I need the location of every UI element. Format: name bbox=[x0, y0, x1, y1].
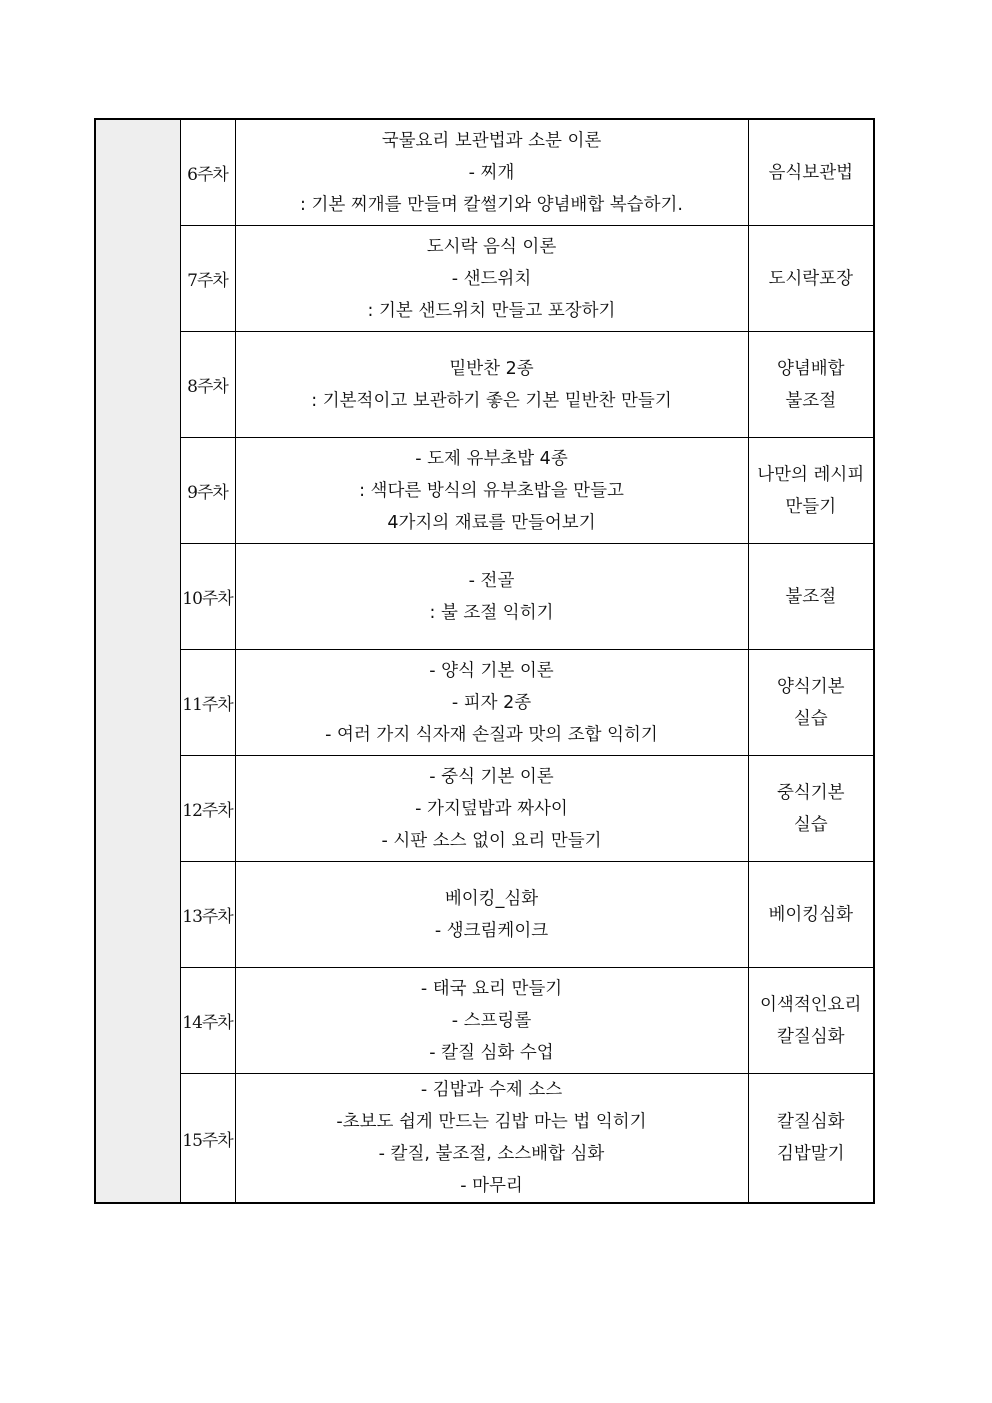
content-line: - 생크림케이크 bbox=[434, 920, 549, 941]
content-cell bbox=[235, 1074, 748, 1204]
week-label: 7주차 bbox=[187, 271, 228, 291]
topic-line: 만들기 bbox=[785, 496, 837, 517]
content-line: - 태국 요리 만들기 bbox=[420, 978, 563, 999]
table-row bbox=[95, 650, 874, 756]
content-cell bbox=[235, 862, 748, 968]
content-line: - 피자 2종 bbox=[451, 692, 532, 713]
topic-cell bbox=[748, 1074, 874, 1204]
topic-cell bbox=[748, 332, 874, 438]
topic-line: 불조절 bbox=[785, 586, 837, 607]
week-label: 9주차 bbox=[187, 483, 228, 503]
content-cell bbox=[235, 968, 748, 1074]
content-line: - 김밥과 수제 소스 bbox=[420, 1080, 563, 1100]
topic-line: 음식보관법 bbox=[768, 162, 854, 183]
table-row bbox=[95, 332, 874, 438]
content-line: - 마무리 bbox=[460, 1176, 523, 1196]
topic-cell bbox=[748, 968, 874, 1074]
content-cell bbox=[235, 438, 748, 544]
content-line: - 스프링롤 bbox=[451, 1010, 532, 1031]
topic-line: 실습 bbox=[793, 708, 828, 729]
topic-cell bbox=[748, 438, 874, 544]
content-line: : 기본 샌드위치 만들고 포장하기 bbox=[367, 300, 616, 321]
content-line: - 샌드위치 bbox=[451, 268, 532, 289]
topic-line: 실습 bbox=[793, 814, 828, 835]
table-row bbox=[95, 968, 874, 1074]
content-line: 도시락 음식 이론 bbox=[426, 236, 557, 257]
week-label: 8주차 bbox=[187, 377, 228, 397]
content-line: - 시판 소스 없이 요리 만들기 bbox=[381, 830, 602, 851]
week-label: 10주차 bbox=[182, 589, 233, 609]
topic-line: 김밥말기 bbox=[776, 1144, 845, 1164]
content-line: - 가지덮밥과 짜사이 bbox=[415, 798, 568, 819]
content-cell bbox=[235, 226, 748, 332]
topic-line: 양식기본 bbox=[776, 676, 845, 697]
topic-line: 도시락포장 bbox=[768, 268, 854, 289]
content-line: : 기본 찌개를 만들며 칼썰기와 양념배합 복습하기. bbox=[300, 194, 683, 215]
section-side-cell bbox=[95, 119, 180, 1203]
week-cell bbox=[180, 226, 235, 332]
content-cell bbox=[235, 756, 748, 862]
content-line: -초보도 쉽게 만드는 김밥 마는 법 익히기 bbox=[336, 1112, 647, 1132]
topic-line: 이색적인요리 bbox=[760, 994, 862, 1015]
content-line: - 도제 유부초밥 4종 bbox=[415, 448, 568, 469]
table-row bbox=[95, 119, 874, 226]
week-cell bbox=[180, 544, 235, 650]
content-cell bbox=[235, 650, 748, 756]
content-line: - 중식 기본 이론 bbox=[429, 766, 554, 787]
topic-cell bbox=[748, 650, 874, 756]
topic-line: 베이킹심화 bbox=[768, 904, 854, 925]
table-row bbox=[95, 756, 874, 862]
topic-line: 나만의 레시피 bbox=[757, 464, 865, 485]
content-line: - 칼질, 불조절, 소스배합 심화 bbox=[378, 1144, 605, 1164]
week-label: 6주차 bbox=[187, 165, 228, 185]
topic-cell bbox=[748, 544, 874, 650]
topic-cell bbox=[748, 862, 874, 968]
content-cell bbox=[235, 119, 748, 226]
week-cell bbox=[180, 438, 235, 544]
week-cell bbox=[180, 756, 235, 862]
table-row bbox=[95, 1074, 874, 1204]
week-label: 11주차 bbox=[182, 695, 233, 715]
content-line: - 칼질 심화 수업 bbox=[429, 1042, 554, 1063]
content-line: - 양식 기본 이론 bbox=[429, 660, 554, 681]
content-line: - 전골 bbox=[468, 570, 515, 591]
curriculum-table bbox=[94, 118, 875, 1204]
topic-line: 양념배합 bbox=[776, 358, 845, 379]
content-line: 국물요리 보관법과 소분 이론 bbox=[381, 130, 602, 151]
week-cell bbox=[180, 968, 235, 1074]
week-label: 14주차 bbox=[182, 1013, 233, 1033]
content-line: 밑반찬 2종 bbox=[449, 358, 534, 379]
table-row bbox=[95, 862, 874, 968]
content-line: : 색다른 방식의 유부초밥을 만들고 bbox=[359, 480, 624, 501]
topic-cell bbox=[748, 119, 874, 226]
week-label: 15주차 bbox=[182, 1130, 233, 1151]
content-line: : 기본적이고 보관하기 좋은 기본 밑반찬 만들기 bbox=[311, 390, 672, 411]
topic-cell bbox=[748, 226, 874, 332]
topic-cell bbox=[748, 756, 874, 862]
topic-line: 칼질심화 bbox=[776, 1112, 845, 1132]
content-cell bbox=[235, 544, 748, 650]
week-label: 13주차 bbox=[182, 907, 233, 927]
content-line: 4가지의 재료를 만들어보기 bbox=[387, 512, 596, 533]
curriculum-table-body bbox=[95, 119, 874, 1203]
content-line: : 불 조절 익히기 bbox=[429, 602, 554, 623]
content-cell bbox=[235, 332, 748, 438]
week-cell bbox=[180, 650, 235, 756]
topic-line: 중식기본 bbox=[776, 782, 845, 803]
week-cell bbox=[180, 862, 235, 968]
week-cell bbox=[180, 119, 235, 226]
week-cell bbox=[180, 332, 235, 438]
content-line: - 찌개 bbox=[468, 162, 515, 183]
table-row bbox=[95, 226, 874, 332]
topic-line: 불조절 bbox=[785, 390, 837, 411]
table-row bbox=[95, 544, 874, 650]
content-line: 베이킹_심화 bbox=[444, 888, 539, 909]
content-line: - 여러 가지 식자재 손질과 맛의 조합 익히기 bbox=[325, 724, 658, 745]
week-cell bbox=[180, 1074, 235, 1204]
table-row bbox=[95, 438, 874, 544]
week-label: 12주차 bbox=[182, 801, 233, 821]
topic-line: 칼질심화 bbox=[776, 1026, 845, 1047]
